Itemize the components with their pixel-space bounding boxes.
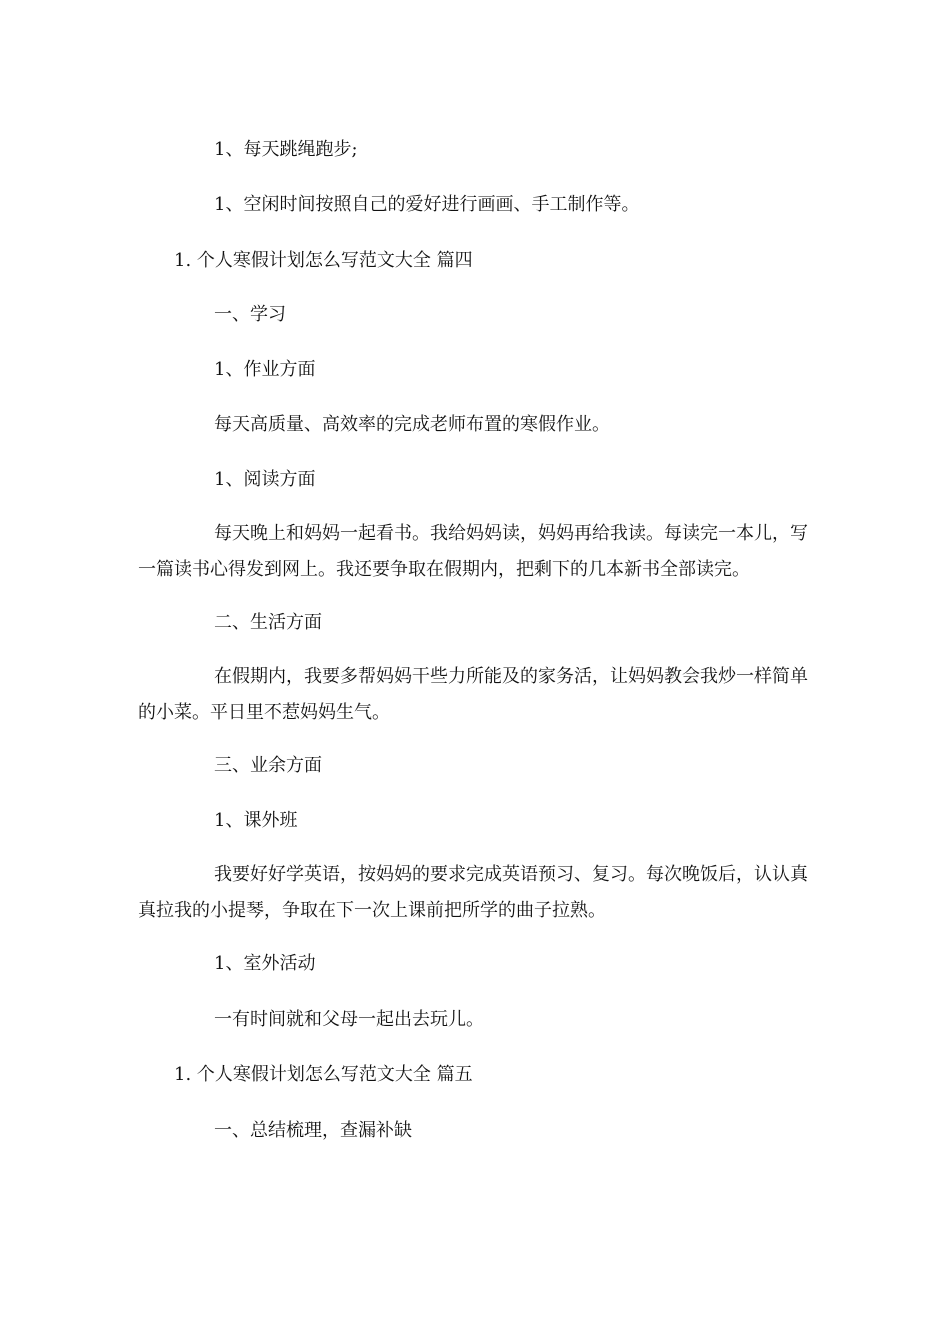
subheading-leisure: 三、业余方面 [214, 755, 322, 776]
item-reading: 1、阅读方面 [214, 469, 316, 490]
subheading-study: 一、学习 [214, 304, 286, 325]
paragraph-outdoor: 一有时间就和父母一起出去玩儿。 [214, 1009, 484, 1030]
item-homework: 1、作业方面 [214, 359, 316, 380]
subheading-review: 一、总结梳理，查漏补缺 [214, 1120, 412, 1141]
item-extracurricular-class: 1、课外班 [214, 810, 298, 831]
paragraph-extracurricular: 我要好好学英语，按妈妈的要求完成英语预习、复习。每次晚饭后，认认真真拉我的小提琴，争取在下一次上课前把所学的曲子拉熟。 [138, 864, 808, 921]
paragraph-reading: 每天晚上和妈妈一起看书。我给妈妈读，妈妈再给我读。每读完一本儿，写一篇读书心得发到网上。我还要争取在假期内，把剩下的几本新书全部读完。 [138, 523, 808, 580]
section-heading-part-five: 1. 个人寒假计划怎么写范文大全 篇五 [174, 1064, 473, 1085]
subheading-life: 二、生活方面 [214, 612, 322, 633]
item-outdoor-activities: 1、室外活动 [214, 953, 316, 974]
list-item-free-time-hobbies: 1、空闲时间按照自己的爱好进行画画、手工制作等。 [214, 194, 640, 215]
section-heading-part-four: 1. 个人寒假计划怎么写范文大全 篇四 [174, 250, 473, 271]
paragraph-life: 在假期内，我要多帮妈妈干些力所能及的家务活，让妈妈教会我炒一样简单的小菜。平日里不惹妈妈生气。 [138, 666, 808, 723]
paragraph-homework: 每天高质量、高效率的完成老师布置的寒假作业。 [214, 414, 610, 435]
list-item-rope-running: 1、每天跳绳跑步; [214, 139, 358, 160]
